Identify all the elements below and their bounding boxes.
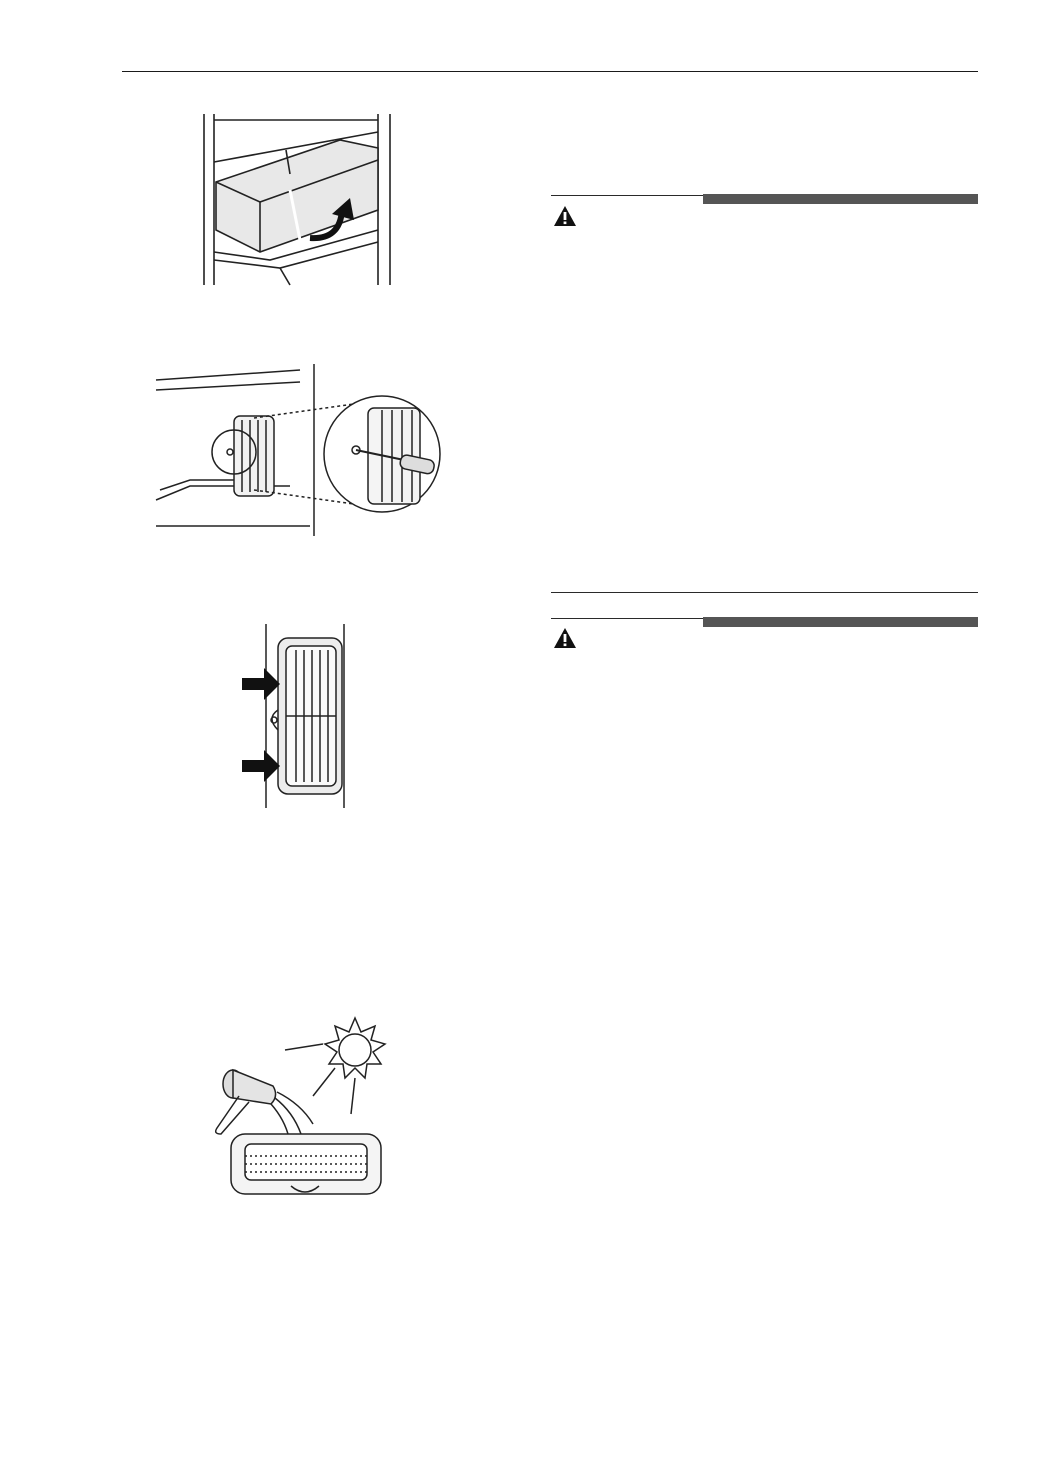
filter-tabs-illustration (240, 622, 360, 810)
drawer-lift-illustration (190, 110, 405, 288)
section-divider (551, 592, 978, 593)
warning-bar-1 (703, 194, 978, 204)
warning-bar-2 (703, 617, 978, 627)
filter-screw-illustration (150, 360, 445, 540)
drawer-lift-arrow-icon (190, 110, 405, 288)
arrow-right-icon (240, 622, 360, 810)
header-rule (122, 71, 978, 72)
warning-triangle-icon (553, 627, 577, 654)
screwdriver-icon (150, 360, 445, 540)
sun-icon (205, 1016, 395, 1201)
warning-triangle-icon (553, 205, 577, 232)
filter-drying-illustration (205, 1016, 395, 1201)
